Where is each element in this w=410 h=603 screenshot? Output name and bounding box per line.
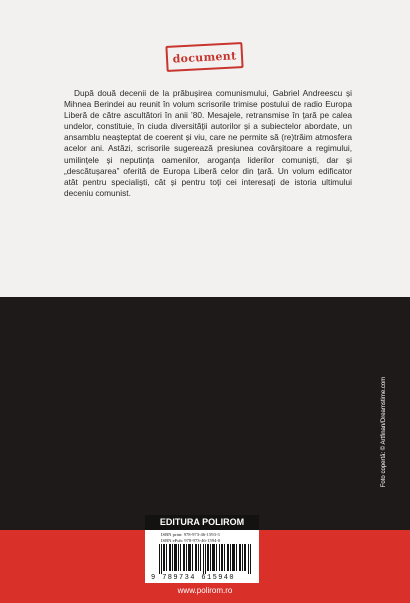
publisher-website[interactable]: www.polirom.ro [177,586,233,595]
isbn-epub: ISBN ePub: 978-973-46-1594-0 [161,538,221,543]
barcode-box [145,530,259,583]
barcode-number: 9 789734 615940 [151,574,236,582]
dark-band [0,297,410,530]
isbn-print: ISBN print: 978-973-46-1593-3 [161,532,220,537]
publisher-name: EDITURA POLIROM [145,515,259,530]
barcode [159,544,251,574]
photo-credit: Foto copertă: © Artfinan/Dreamstime.com [381,376,387,488]
stamp-label: document [172,48,237,66]
document-stamp [165,42,243,72]
top-panel [0,0,410,297]
back-cover-blurb: După două decenii de la prăbușirea comunismului, Gabriel Andreescu și Mihnea Berindei au reunit în volum scrisorile trimise postului de radio Europa Liberă de către ascultători în anii ’80. Mesajele, retransmise în țară pe calea undelor, constituie, în ciuda diversității autorilor și a subiectelor abordate, un ansamblu neașteptat de coerent și viu, care ne permite să (re)trăim atmosfera acelor ani. Astăzi, scrisorile sugerează presiunea covârșitoare a regimului, umilințele și neputința oamenilor, aroganța liderilor comuniști, dar și „descătușarea” oferită de Europa Liberă celor din țară. Un volum edificator atât pentru specialiști, cât și pentru toți cei interesați de istoria ultimului deceniu comunist. [64,88,352,198]
